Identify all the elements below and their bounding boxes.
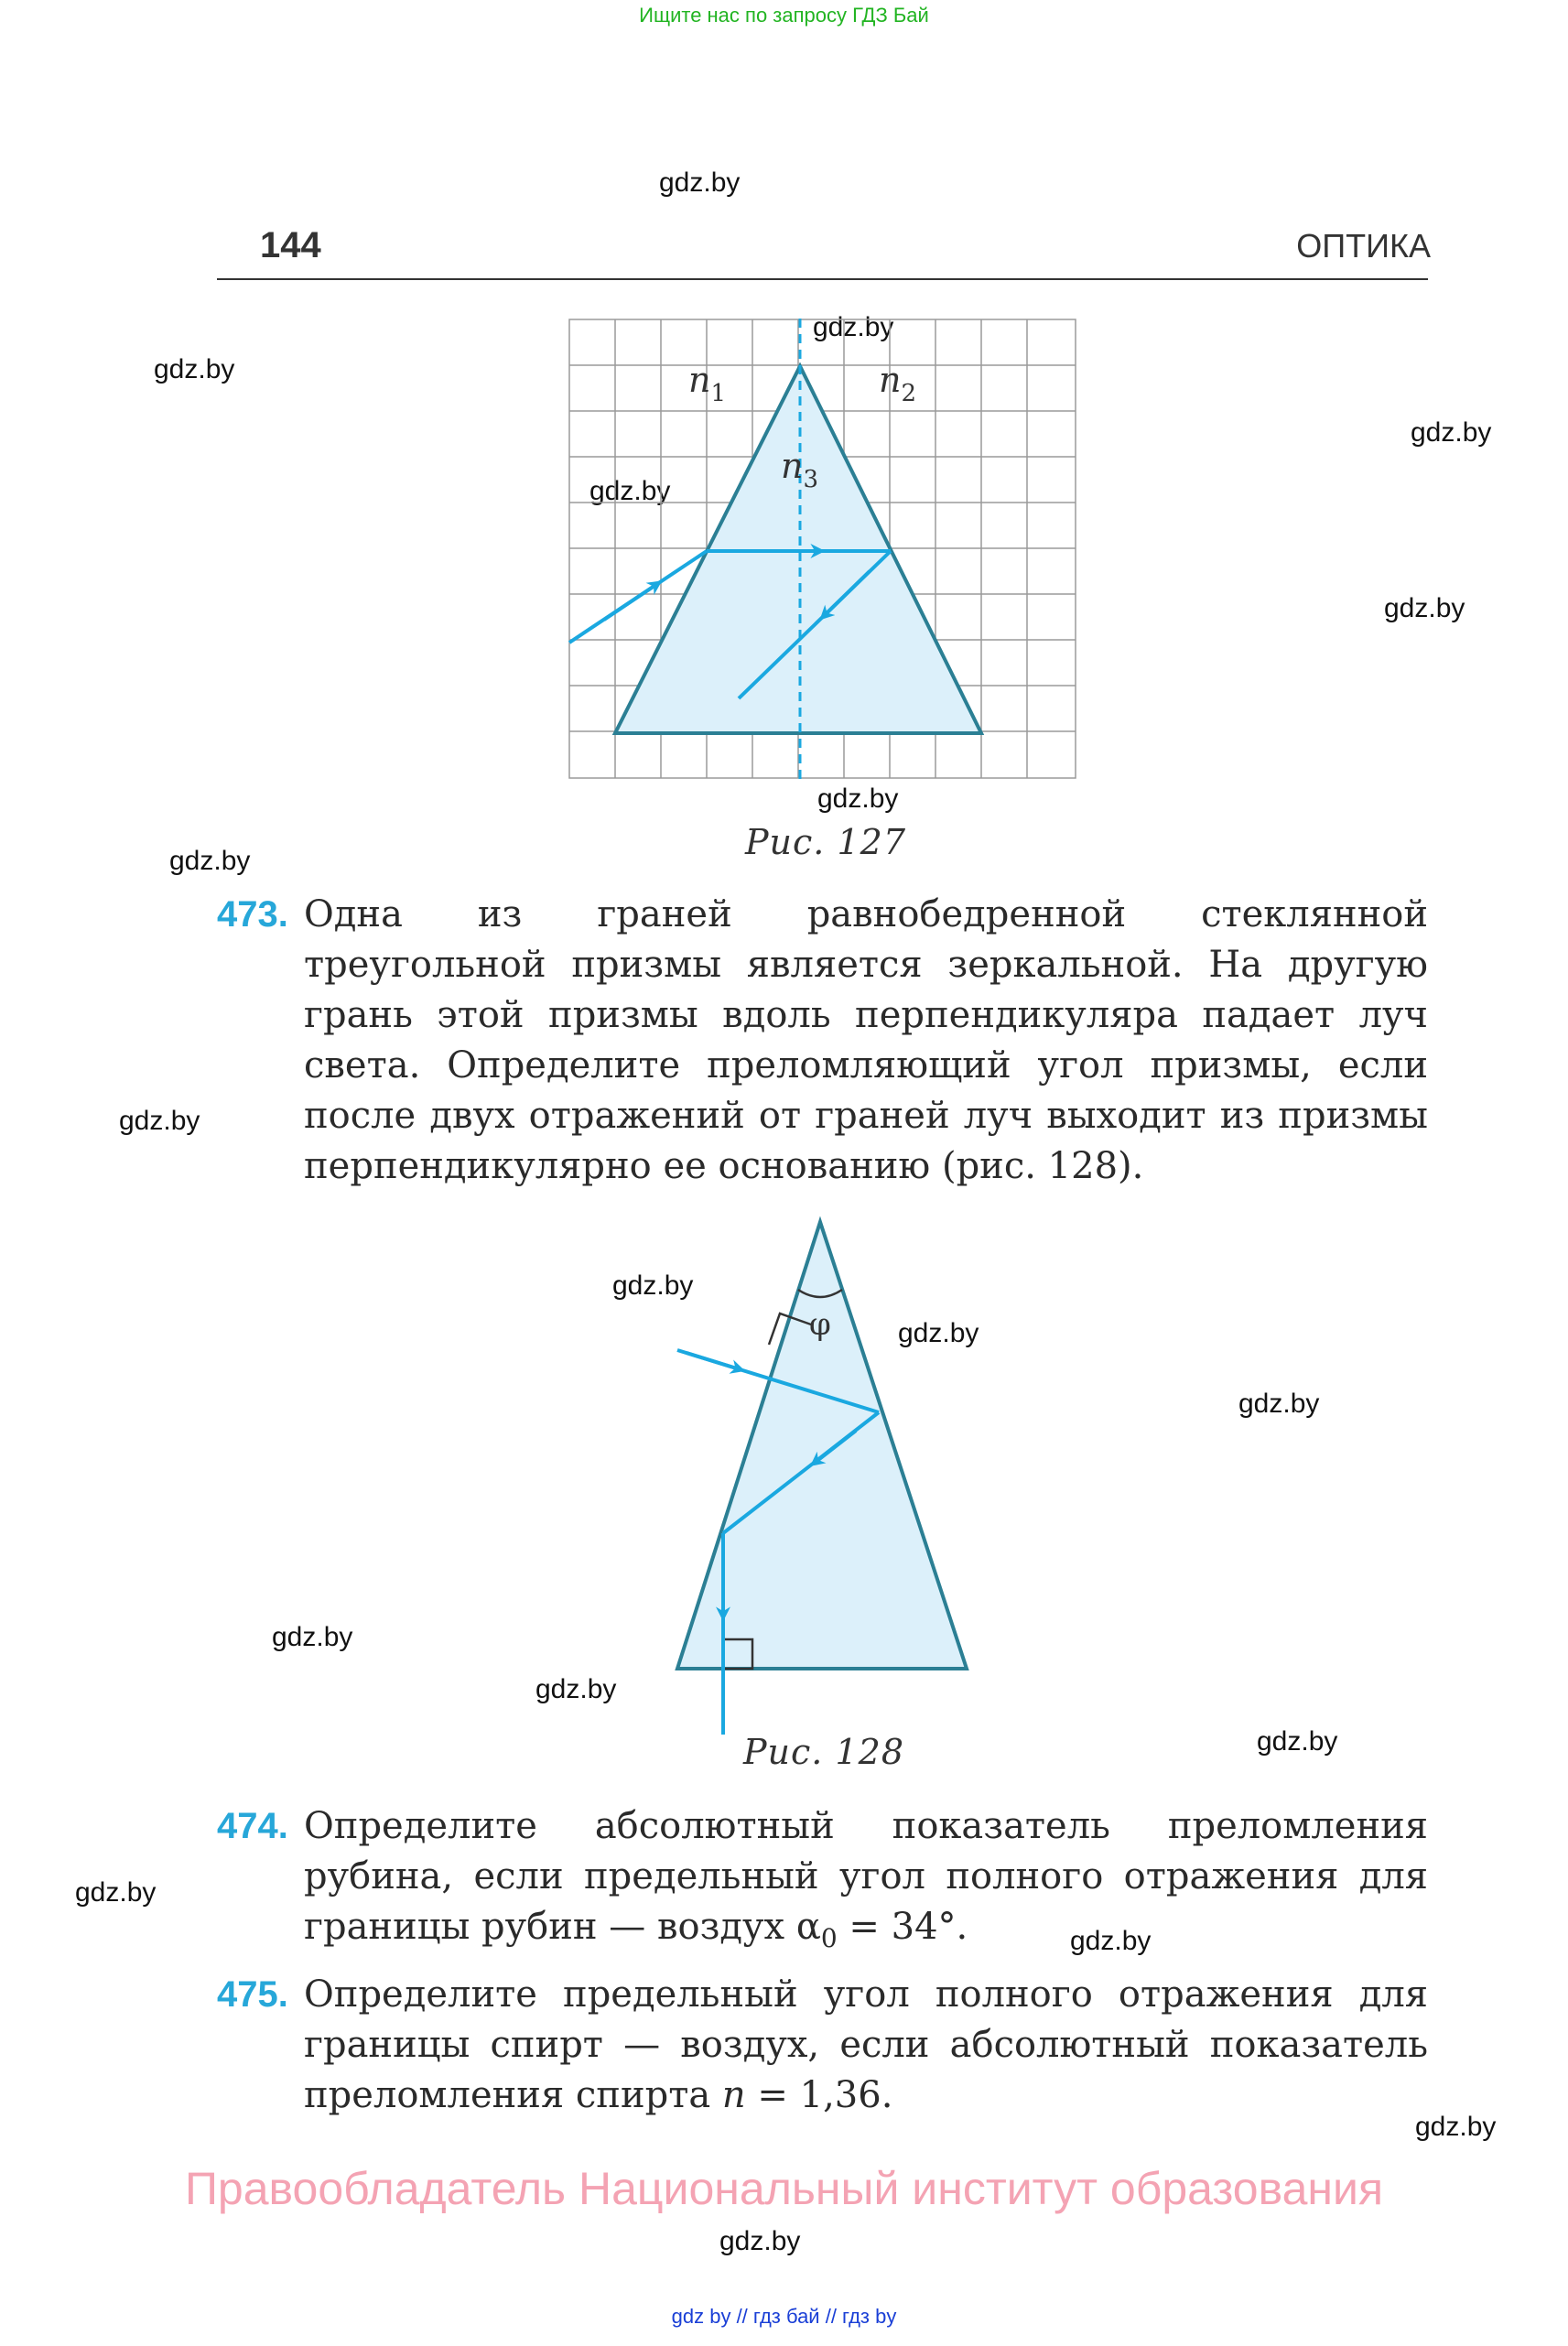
watermark: gdz.by <box>272 1622 353 1652</box>
subscript: 0 <box>820 1923 838 1953</box>
problem-number: 474. <box>217 1806 288 1846</box>
figure-127 <box>549 311 1098 787</box>
variable: n <box>721 2074 746 2116</box>
page-number: 144 <box>260 225 321 265</box>
problem-text: Одна из граней равнобедренной стеклянной треугольной призмы является зеркальной. На другую грань этой призмы вдоль перпендикуляра падает луч света. Определите преломляющий угол призмы, если после двух отражений от граней луч выходит из призмы перпендикулярно ее основанию (рис. 128). <box>304 893 1428 1187</box>
top-banner[interactable]: Ищите нас по запросу ГДЗ Бай <box>639 4 929 27</box>
watermark: gdz.by <box>1411 417 1492 448</box>
watermark: gdz.by <box>589 476 671 506</box>
watermark: gdz.by <box>817 784 899 814</box>
problem-474 <box>217 1801 1428 1963</box>
watermark: gdz.by <box>719 2226 801 2256</box>
section-title: ОПТИКА <box>1296 227 1431 265</box>
problem-473 <box>217 890 1428 1192</box>
bottom-links[interactable]: gdz by // гдз бай // гдз by <box>671 2305 897 2328</box>
problem-text <box>304 1970 1428 2121</box>
figure-127-caption: Рис. 127 <box>744 822 906 862</box>
label-n1: $n_1$ <box>688 360 727 407</box>
watermark: gdz.by <box>1070 1926 1152 1956</box>
figure-128 <box>659 1213 989 1744</box>
problem-text-tail: = 34°. <box>837 1906 968 1948</box>
watermark: gdz.by <box>898 1318 979 1348</box>
watermark: gdz.by <box>1238 1389 1320 1419</box>
ray-arrow <box>687 1353 740 1369</box>
problem-number: 475. <box>217 1974 288 2015</box>
watermark: gdz.by <box>119 1106 200 1136</box>
watermark: gdz.by <box>1384 593 1465 623</box>
header-rule <box>217 278 1428 280</box>
problem-number: 473. <box>217 894 288 935</box>
watermark: gdz.by <box>659 168 741 198</box>
prism <box>677 1222 967 1669</box>
watermark: gdz.by <box>169 846 251 876</box>
figure-128-caption: Рис. 128 <box>742 1732 904 1772</box>
problem-text <box>304 1801 1428 1963</box>
copyright-holder: Правообладатель Национальный институт образования <box>184 2163 1384 2214</box>
watermark: gdz.by <box>612 1270 694 1301</box>
watermark: gdz.by <box>75 1877 157 1908</box>
problem-text-body: Определите абсолютный показатель преломления рубина, если предельный угол полного отражения для границы рубин — воздух α <box>304 1805 1428 1948</box>
problem-475 <box>217 1970 1428 2121</box>
problem-text-body: Определите предельный угол полного отражения для границы спирт — воздух, если абсолютный показатель преломления спирта <box>304 1973 1428 2116</box>
watermark: gdz.by <box>1257 1726 1338 1757</box>
label-n2: $n_2$ <box>879 360 917 407</box>
angle-label: φ <box>809 1306 831 1343</box>
label-n3: $n_3$ <box>781 446 819 493</box>
problem-text-tail: = 1,36. <box>745 2074 893 2116</box>
watermark: gdz.by <box>535 1674 617 1704</box>
watermark: gdz.by <box>1415 2112 1497 2142</box>
watermark: gdz.by <box>813 312 894 342</box>
ray-arrow <box>604 584 657 620</box>
watermark: gdz.by <box>154 354 235 384</box>
